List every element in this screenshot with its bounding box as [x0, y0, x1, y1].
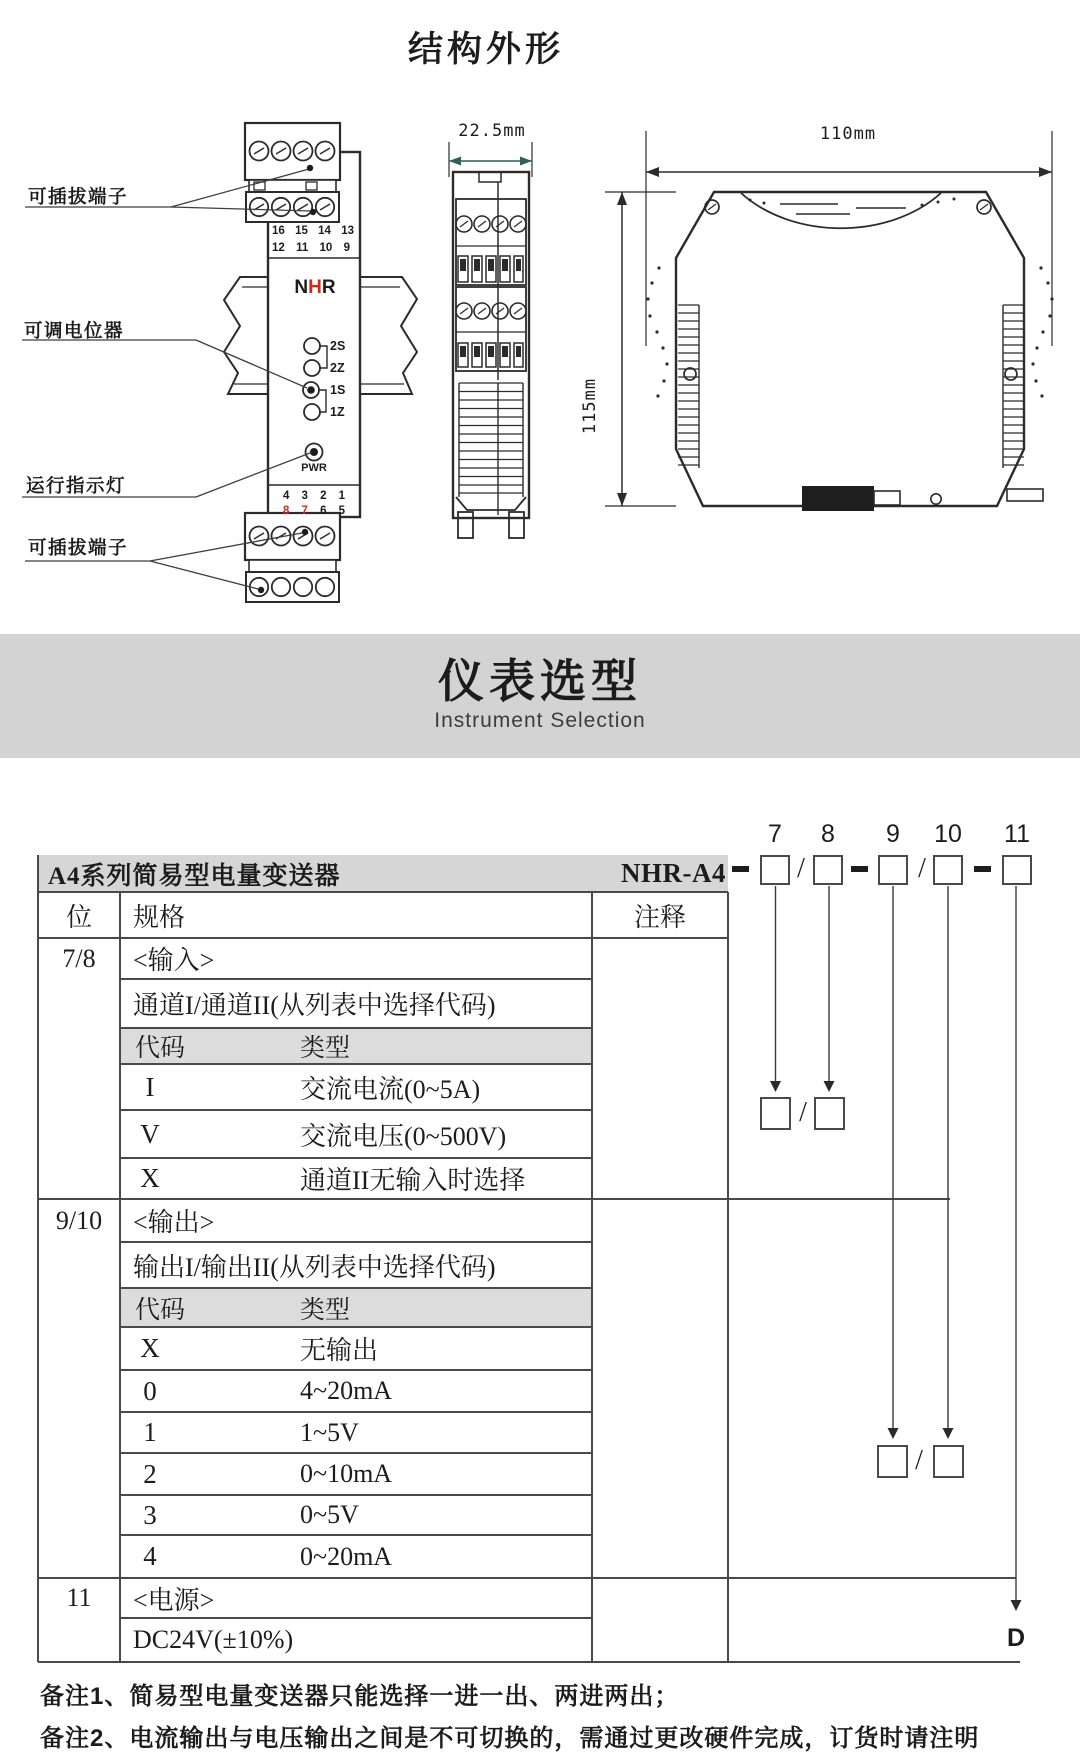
model-code-box-9 [878, 855, 908, 885]
terminal-numbers-bottom-row1 [283, 489, 345, 503]
logo-letter-r: R [321, 277, 336, 298]
rear-view-drawing [605, 131, 1054, 511]
page-title: 结构外形 [407, 30, 564, 69]
side-view-drawing [449, 142, 532, 538]
table-cell-code: 3 [143, 1499, 157, 1530]
table-cell-type: 交流电流(0~5A) [300, 1074, 481, 1104]
col-header-spec: 规格 [133, 902, 186, 932]
table-cell-code: I [145, 1071, 155, 1102]
table-cell-type: 交流电压(0~500V) [300, 1121, 507, 1151]
input-channel-box-1 [760, 1097, 791, 1130]
table-product-title: A4系列简易型电量变送器 [48, 862, 341, 890]
digit-label-8: 8 [821, 819, 835, 848]
model-dash [974, 866, 991, 872]
logo-letter-n: N [294, 277, 309, 298]
group1-code-header: 代码 [135, 1035, 186, 1062]
terminal-number: 16 [272, 225, 285, 237]
terminal-number: 2 [320, 490, 327, 502]
model-code-box-7 [760, 855, 790, 885]
terminal-number-red: 7 [301, 505, 308, 517]
group2-code-header: 代码 [135, 1296, 186, 1324]
label-pluggable-terminal-bottom: 可插拔端子 [28, 537, 129, 558]
model-dash [732, 866, 749, 872]
table-cell-type: 0~5V [300, 1500, 359, 1529]
col-header-note: 注释 [633, 902, 686, 932]
terminal-number: 3 [301, 490, 308, 502]
model-code-box-10 [933, 855, 963, 885]
table-cell-code: 1 [143, 1417, 157, 1447]
dim-rear-width: 110mm [819, 124, 877, 144]
table-cell-type: 无输出 [300, 1336, 379, 1365]
group3-value: DC24V(±10%) [133, 1625, 294, 1654]
group1-type-header: 类型 [300, 1035, 351, 1062]
label-potentiometer: 可调电位器 [24, 320, 125, 341]
group2-subtitle: 输出I/输出II(从列表中选择代码) [133, 1252, 496, 1282]
group3-pos: 11 [66, 1583, 92, 1612]
indicator-label-2z: 2Z [330, 361, 345, 375]
terminal-number: 6 [320, 505, 327, 517]
note-2: 备注2、电流输出与电压输出之间是不可切换的，需通过更改硬件完成，订货时请注明 [40, 1724, 980, 1752]
digit-label-9: 9 [886, 819, 900, 848]
terminal-number: 5 [338, 505, 345, 517]
terminal-number: 13 [341, 225, 354, 237]
model-code-box-8 [813, 855, 843, 885]
group2-pos: 9/10 [55, 1205, 103, 1235]
terminal-number: 9 [343, 242, 350, 254]
note-1: 备注1、简易型电量变送器只能选择一进一出、两进两出； [40, 1682, 680, 1710]
col-header-pos: 位 [65, 902, 92, 932]
group1-head: <输入> [133, 946, 215, 975]
table-cell-type: 4~20mA [300, 1376, 393, 1405]
output-channel-box-2 [933, 1445, 964, 1478]
group2-head: <输出> [133, 1208, 215, 1237]
terminal-numbers-top-row2 [272, 241, 350, 255]
model-dash [851, 866, 868, 872]
digit-label-11: 11 [1004, 819, 1030, 848]
terminal-number: 1 [338, 490, 345, 502]
indicator-label-2s: 2S [330, 339, 346, 353]
pwr-label: PWR [301, 461, 327, 474]
power-code-label: D [1006, 1623, 1026, 1652]
group2-type-header: 类型 [300, 1296, 351, 1324]
terminal-number: 14 [318, 225, 331, 237]
input-channel-box-2 [814, 1097, 845, 1130]
group1-pos: 7/8 [62, 943, 96, 973]
output-channel-slash: / [915, 1445, 923, 1476]
terminal-number: 10 [319, 242, 333, 254]
section-subtitle: Instrument Selection [434, 709, 646, 732]
table-cell-code: X [140, 1333, 160, 1363]
indicator-label-1z: 1Z [330, 405, 345, 419]
label-run-indicator: 运行指示灯 [26, 475, 127, 496]
table-cell-code: 4 [143, 1541, 157, 1571]
terminal-numbers-bottom-row2 [283, 504, 345, 518]
terminal-number: 4 [283, 490, 290, 502]
terminal-number: 12 [272, 242, 285, 254]
digit-label-10: 10 [934, 819, 962, 848]
table-cell-type: 0~10mA [300, 1459, 393, 1488]
table-cell-code: V [140, 1118, 160, 1149]
indicator-label-1s: 1S [330, 383, 346, 397]
section-title: 仪表选型 [438, 655, 642, 707]
logo-letter-h: H [308, 277, 322, 298]
output-channel-box-1 [877, 1445, 908, 1478]
nhr-logo [289, 278, 341, 298]
top-terminal-block [245, 123, 340, 222]
input-channel-slash: / [799, 1097, 807, 1128]
terminal-number: 15 [295, 225, 308, 237]
terminal-numbers-top-row1 [272, 224, 354, 238]
table-cell-type: 0~20mA [300, 1541, 393, 1571]
table-cell-code: 0 [143, 1375, 157, 1406]
digit-label-7: 7 [768, 819, 782, 848]
table-cell-type: 1~5V [300, 1417, 359, 1447]
model-code-box-11 [1002, 855, 1032, 885]
dim-height: 115mm [580, 377, 600, 435]
group1-subtitle: 通道I/通道II(从列表中选择代码) [133, 991, 496, 1020]
terminal-number-red: 8 [283, 505, 290, 517]
dim-side-width: 22.5mm [458, 121, 526, 141]
table-cell-code: 2 [143, 1458, 157, 1489]
terminal-number: 11 [296, 242, 309, 254]
model-prefix: NHR-A4 [621, 858, 726, 888]
table-cell-code: X [140, 1163, 160, 1193]
model-slash: / [918, 853, 926, 884]
model-code-leader-lines [770, 886, 1022, 1611]
table-cell-type: 通道II无输入时选择 [300, 1166, 526, 1195]
label-pluggable-terminal-top: 可插拔端子 [28, 186, 129, 207]
model-slash: / [797, 853, 805, 884]
group3-head: <电源> [133, 1585, 215, 1615]
